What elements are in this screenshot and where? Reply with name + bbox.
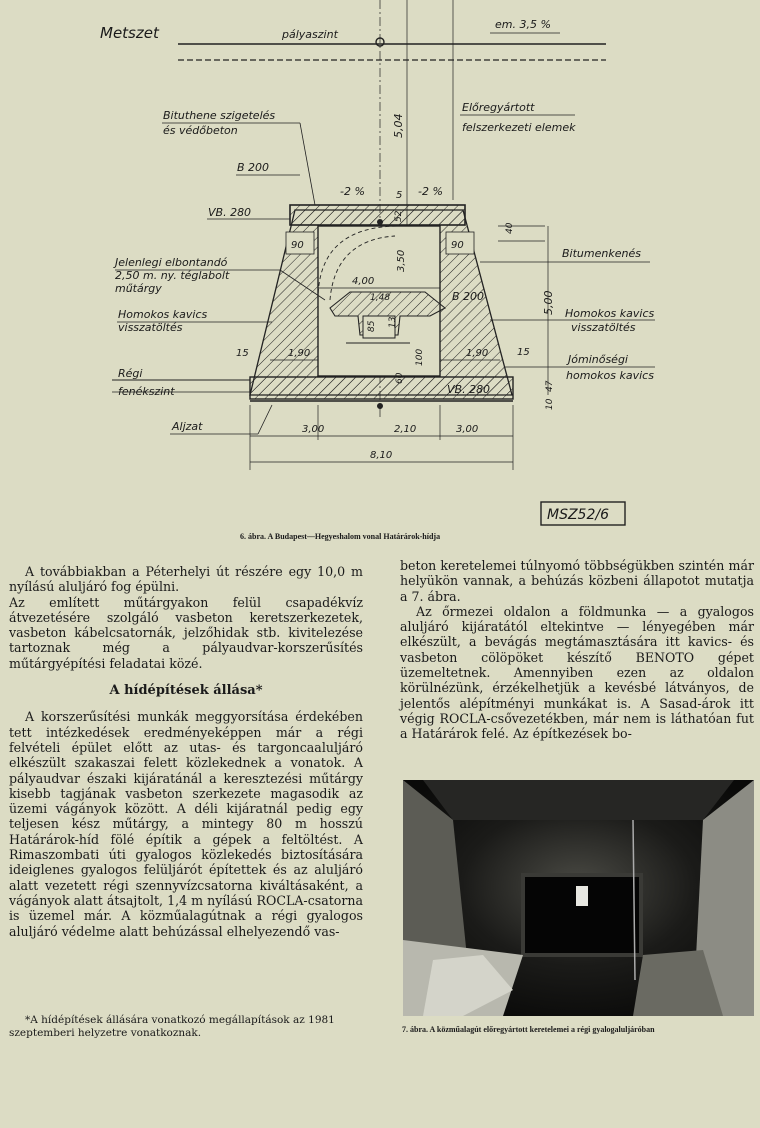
dim-15-right: 15 [517, 347, 530, 358]
old-label-1: Régi [118, 367, 143, 380]
existing-label-2: 2,50 m. ny. téglabolt [115, 269, 230, 282]
dim-52: 52 [394, 210, 404, 222]
bitumen-label: Bitumenkenés [562, 247, 641, 260]
dim-13: 13 [388, 316, 398, 328]
cross-section-drawing [0, 0, 760, 530]
stamp: MSZ52/6 [547, 507, 609, 523]
dim-60: 60 [395, 372, 405, 384]
dim-40: 40 [505, 222, 515, 234]
left-para-1a: A továbbiakban a Péterhelyi út részére egy 10,0 m nyílású aluljáró fog épülni. [9, 564, 363, 595]
dim-85: 85 [367, 320, 377, 332]
left-column [9, 564, 363, 939]
quality-label-2: homokos kavics [566, 369, 654, 382]
base-label: Aljzat [172, 420, 203, 433]
dim-300-right: 3,00 [456, 424, 479, 435]
dim-90-left: 90 [291, 240, 304, 251]
vb280-top-label: VB. 280 [208, 206, 252, 219]
existing-label-1: Jelenlegi elbontandó [115, 256, 228, 269]
right-para-1: beton keretelemei túlnyomó többségükben szintén már helyükön vannak, a behúzás közbeni állapotot mutatja a 7. ábra. [400, 558, 754, 604]
tunnel-photo [403, 780, 754, 1016]
section-title: Metszet [100, 24, 159, 42]
footnote: *A hídépítések állására vonatkozó megállapítások az 1981 szeptemberi helyzetre vonatkoznak. [9, 1014, 335, 1039]
dim-190-right: 1,90 [466, 348, 489, 359]
dim-100: 100 [415, 348, 425, 366]
dim-47: 47 [545, 380, 555, 392]
dim-10: 10 [545, 398, 555, 410]
dim-210: 2,10 [394, 424, 417, 435]
dim-190-left: 1,90 [288, 348, 311, 359]
dim-350: 3,50 [396, 249, 407, 272]
figure7-caption: 7. ábra. A közműalagút előregyártott keretelemei a régi gyalogaluljáróban [402, 1025, 655, 1034]
quality-label-1: Jóminőségi [568, 353, 628, 366]
gravel-left-2: visszatöltés [118, 321, 183, 334]
figure6-caption: 6. ábra. A Budapest—Hegyeshalom vonal Határárok-hídja [240, 532, 441, 541]
dim-504: 5,04 [392, 113, 405, 138]
dim-15-left: 15 [236, 348, 249, 359]
old-label-2: fenékszint [118, 385, 175, 398]
vb280-bottom-label: VB. 280 [447, 383, 491, 396]
prefab-label-2: felszerkezeti elemek [462, 121, 576, 134]
gravel-right-1: Homokos kavics [565, 307, 655, 320]
dim-810: 8,10 [370, 450, 393, 461]
dim-90-right: 90 [451, 240, 464, 251]
gravel-left-1: Homokos kavics [118, 308, 208, 321]
b200-top-label: B 200 [237, 161, 270, 174]
slope-label: em. 3,5 % [495, 18, 551, 31]
left-para-1b: Az említett műtárgyakon felül csapadékvíz átvezetésére szolgáló vasbeton keretszerkezetek, vasbeton kábelcsatornák, jelzőhidak stb. kivitelezése tartoznak még a pályaudvar-korszerűsítés műtárgyépítési feladatai közé. [9, 594, 363, 671]
right-para-2: Az őrmezei oldalon a földmunka — a gyalogos aluljáró kijáratától eltekintve — lényegében már elkészült, a bevágás megtámasztására itt kavics- és vasbeton cölöpöket készítő BENOTO gépet üzemeltetnek. Amennyiben ezen az oldalon körülnézünk, érzékelhetjük a kevésbé látványos, de jelentős alépítményi munkákat is. A Sasad-árok itt végig ROCLA-csővezetékben, már nem is láthatóan fut a Határárok felé. Az építkezések bo- [400, 603, 754, 742]
right-column [400, 558, 754, 742]
dim-300-left: 3,00 [302, 424, 325, 435]
section-heading: A hídépítések állása* [109, 683, 263, 699]
track-level-label: pályaszint [282, 28, 338, 41]
bituthene-label: Bituthene szigetelés [163, 109, 276, 122]
bituthene-label-2: és védőbeton [163, 124, 238, 137]
dim-148: 1,48 [370, 293, 391, 303]
dim-5: 5 [396, 190, 403, 201]
slope-right: -2 % [418, 185, 443, 198]
left-para-2: A korszerűsítési munkák meggyorsítása érdekében tett intézkedések eredményeképpen már a régi felvételi épület előtt az utas- és targoncaaluljáró elkészült szakaszai felett közlekednek a vonatok. A pályaudvar északi kijáratánál a keresztezési műtárgy kisebb tagjának vasbeton szerkezete magasodik az üzemi vágányok között. A déli kijáratnál pedig egy teljesen kész műtárgy, a mintegy 80 m hosszú Határárok-híd fölé építik a gépek a feltöltést. A Rimaszombati úti gyalogos közlekedés biztosítására ideiglenes gyalogos felüljárót építettek és az aluljáró alatt vezetett régi szennyvízcsatorna kiváltásaként, a vágányok alatt átsajtolt, 1,4 m nyílású ROCLA-csatorna is üzemel már. A közműalagútnak a régi gyalogos aluljáró védelme alatt behúzással elhelyezendő vas- [9, 709, 363, 939]
dim-500: 5,00 [542, 290, 555, 315]
existing-label-3: műtárgy [115, 282, 162, 295]
b200-inner-label: B 200 [452, 290, 485, 303]
prefab-label: Előregyártott [462, 101, 535, 114]
gravel-right-2: visszatöltés [571, 321, 636, 334]
slope-left: -2 % [340, 185, 365, 198]
dim-400: 4,00 [352, 276, 375, 287]
